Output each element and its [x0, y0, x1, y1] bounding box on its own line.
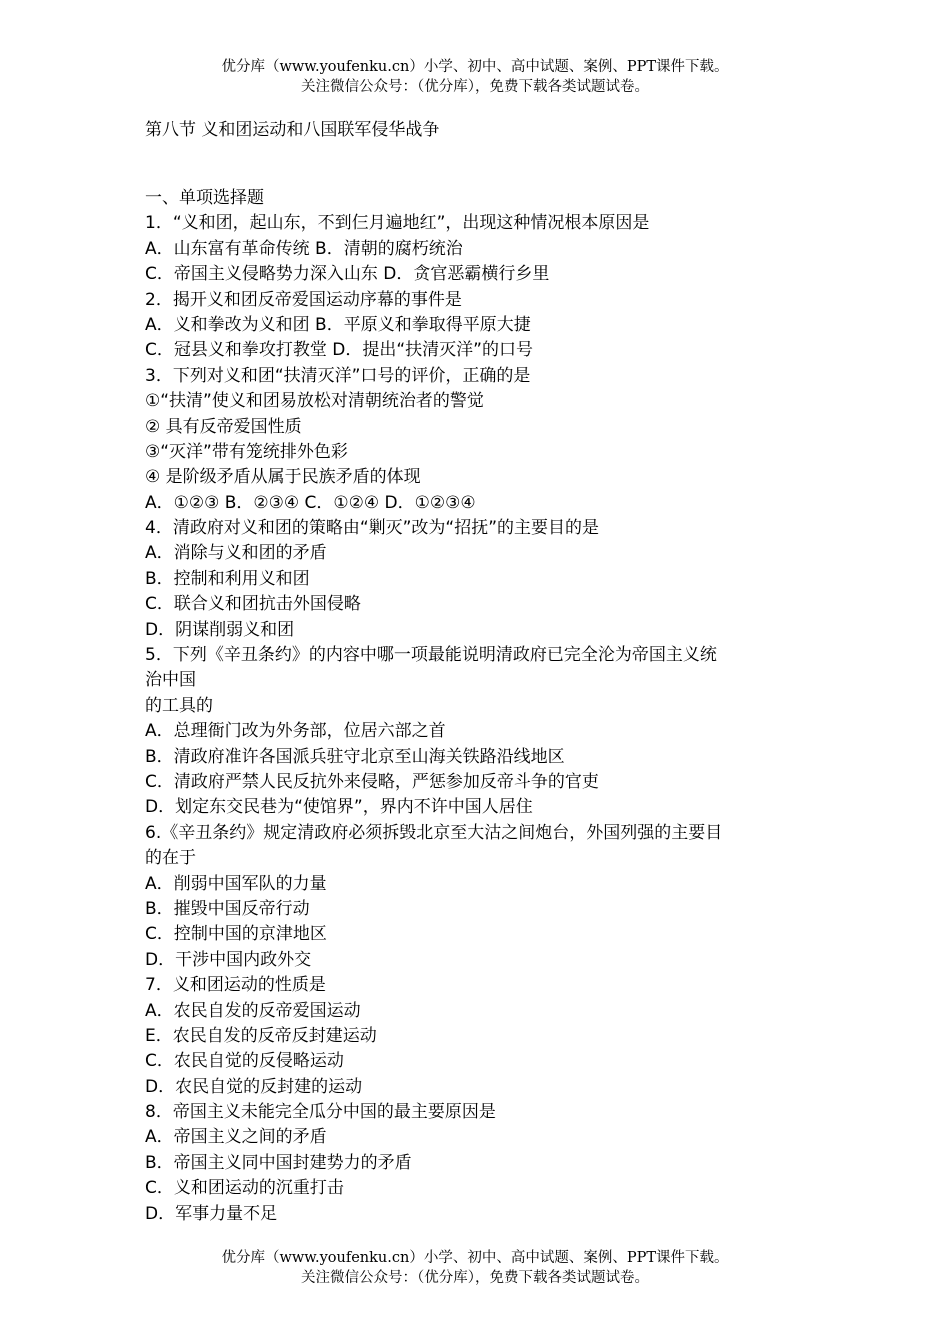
text-line: 7．义和团运动的性质是: [145, 975, 326, 996]
text-line: C．帝国主义侵略势力深入山东 D．贪官恶霸横行乡里: [145, 264, 550, 285]
text-line: A．帝国主义之间的矛盾: [145, 1127, 327, 1148]
text-line: A．消除与义和团的矛盾: [145, 543, 327, 564]
text-line: 1．“义和团，起山东，不到仨月遍地红”，出现这种情况根本原因是: [145, 213, 650, 234]
text-line: ③“灭洋”带有笼统排外色彩: [145, 441, 348, 462]
text-line: ①“扶清”使义和团易放松对清朝统治者的警觉: [145, 391, 484, 412]
question-content: [145, 186, 805, 1227]
text-line: C．农民自觉的反侵略运动: [145, 1051, 344, 1072]
text-line: D．军事力量不足: [145, 1203, 278, 1224]
page-header: [0, 57, 950, 97]
header-line-1: 优分库（www.youfenku.cn）小学、初中、高中试题、案例、PPT课件下载。: [221, 59, 729, 75]
text-line: C．冠县义和拳攻打教堂 D．提出“扶清灭洋”的口号: [145, 340, 533, 361]
text-line: 2．揭开义和团反帝爱国运动序幕的事件是: [145, 289, 462, 310]
text-line: D．农民自觉的反封建的运动: [145, 1076, 363, 1097]
text-line: 6.《辛丑条约》规定清政府必须拆毁北京至大沽之间炮台，外国列强的主要目: [145, 822, 723, 843]
text-line: A．山东富有革命传统 B．清朝的腐朽统治: [145, 238, 463, 259]
text-line: 4．清政府对义和团的策略由“剿灭”改为“招抚”的主要目的是: [145, 518, 600, 539]
text-line: E．农民自发的反帝反封建运动: [145, 1025, 377, 1046]
text-line: B．控制和利用义和团: [145, 568, 310, 589]
text-line: A．农民自发的反帝爱国运动: [145, 1000, 361, 1021]
text-line: B．摧毁中国反帝行动: [145, 898, 310, 919]
text-line: 8．帝国主义未能完全瓜分中国的最主要原因是: [145, 1102, 496, 1123]
text-line: C．清政府严禁人民反抗外来侵略，严惩参加反帝斗争的官吏: [145, 771, 599, 792]
text-line: D．划定东交民巷为“使馆界”，界内不许中国人居住: [145, 797, 533, 818]
text-line: A．总理衙门改为外务部，位居六部之首: [145, 721, 446, 742]
text-line: 3．下列对义和团“扶清灭洋”口号的评价，正确的是: [145, 365, 531, 386]
text-line: ② 具有反帝爱国性质: [145, 416, 302, 437]
text-line: B．帝国主义同中国封建势力的矛盾: [145, 1152, 412, 1173]
page-footer: [0, 1248, 950, 1288]
text-line: 的工具的: [145, 695, 213, 716]
text-line: A．削弱中国军队的力量: [145, 873, 327, 894]
text-line: C．义和团运动的沉重打击: [145, 1178, 344, 1199]
footer-line-1: 优分库（www.youfenku.cn）小学、初中、高中试题、案例、PPT课件下载。: [221, 1250, 729, 1266]
text-line: C．联合义和团抗击外国侵略: [145, 594, 361, 615]
text-line: A．①②③ B．②③④ C．①②④ D．①②③④: [145, 492, 476, 513]
footer-line-2: 关注微信公众号：（优分库），免费下载各类试题试卷。: [301, 1270, 649, 1286]
text-line: 的在于: [145, 848, 196, 869]
text-line: B．清政府准许各国派兵驻守北京至山海关铁路沿线地区: [145, 746, 565, 767]
text-line: 治中国: [145, 670, 196, 691]
text-line: 5．下列《辛丑条约》的内容中哪一项最能说明清政府已完全沦为帝国主义统: [145, 645, 717, 666]
text-line: D．阴谋削弱义和团: [145, 619, 295, 640]
text-line: ④ 是阶级矛盾从属于民族矛盾的体现: [145, 467, 421, 488]
header-line-2: 关注微信公众号：（优分库），免费下载各类试题试卷。: [301, 79, 649, 95]
text-line: 一、单项选择题: [145, 188, 264, 208]
text-line: A．义和拳改为义和团 B．平原义和拳取得平原大捷: [145, 314, 531, 335]
text-line: D．干涉中国内政外交: [145, 949, 312, 970]
text-line: C．控制中国的京津地区: [145, 924, 327, 945]
section-title: 第八节 义和团运动和八国联军侵华战争: [145, 120, 440, 140]
